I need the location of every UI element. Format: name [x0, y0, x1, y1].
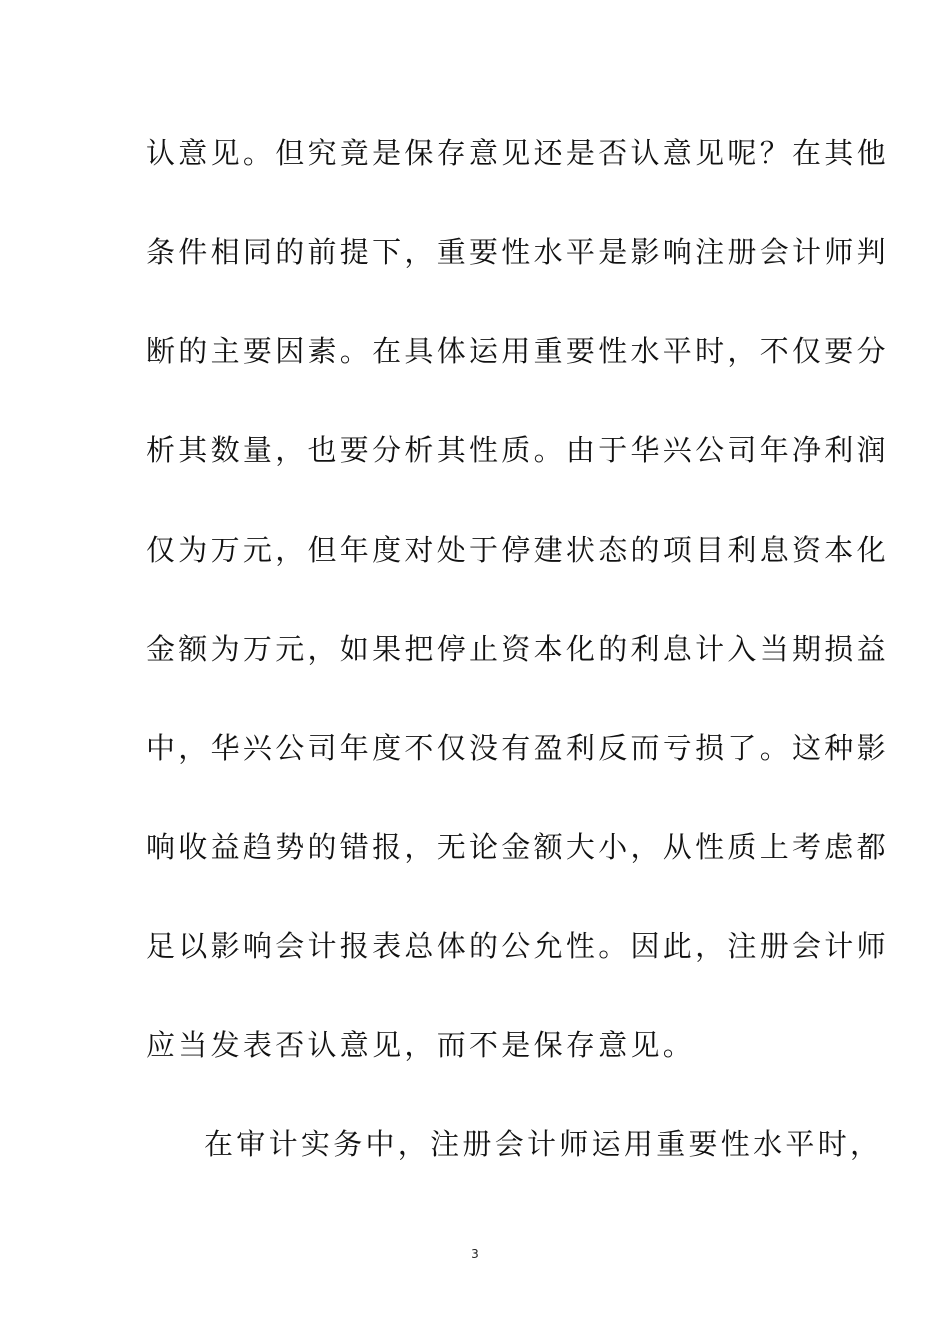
text-line-5: 仅为万元，但年度对处于停建状态的项目利息资本化 [146, 533, 889, 567]
text-line-8: 响收益趋势的错报，无论金额大小，从性质上考虑都 [146, 830, 889, 864]
text-line-4: 析其数量，也要分析其性质。由于华兴公司年净利润 [146, 433, 889, 467]
text-line-7: 中，华兴公司年度不仅没有盈利反而亏损了。这种影 [146, 731, 889, 765]
text-line-9: 足以影响会计报表总体的公允性。因此，注册会计师 [146, 929, 889, 963]
text-line-6: 金额为万元，如果把停止资本化的利息计入当期损益 [146, 632, 889, 666]
paragraph-start-line: 在审计实务中，注册会计师运用重要性水平时， [204, 1127, 883, 1161]
text-line-10: 应当发表否认意见，而不是保存意见。 [146, 1028, 696, 1062]
text-line-1: 认意见。但究竟是保存意见还是否认意见呢？在其他 [146, 136, 889, 170]
text-line-2: 条件相同的前提下，重要性水平是影响注册会计师判 [146, 235, 889, 269]
page-number: 3 [471, 1247, 479, 1261]
text-line-3: 断的主要因素。在具体运用重要性水平时，不仅要分 [146, 334, 889, 368]
